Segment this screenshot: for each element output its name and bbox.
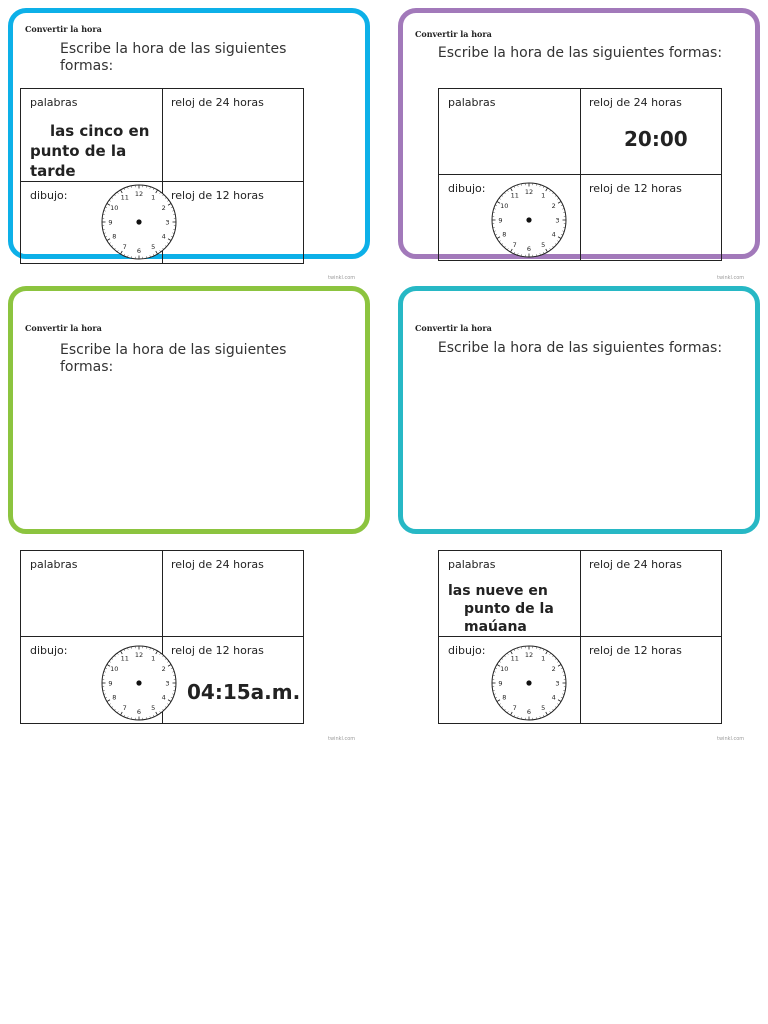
clock-number: 6 — [136, 707, 142, 716]
card-2-title: Convertir la hora — [415, 29, 492, 39]
clock-number: 8 — [112, 693, 117, 702]
words-label: palabras — [30, 558, 78, 571]
card-4-instruction: Escribe la hora de las siguientes formas: — [437, 340, 723, 356]
clock-number: 9 — [498, 679, 503, 688]
words-label: palabras — [448, 558, 496, 571]
clock-number: 2 — [551, 202, 556, 211]
clock-number: 10 — [500, 202, 509, 211]
clock-number: 5 — [541, 240, 546, 249]
clock-number: 1 — [151, 193, 156, 202]
card-4-watermark: twinkl.com — [717, 736, 745, 742]
drawing-label: dibujo: — [448, 644, 486, 657]
card-2-watermark: twinkl.com — [717, 275, 745, 281]
h24-label: reloj de 24 horas — [589, 96, 682, 109]
clock-number: 7 — [122, 242, 127, 251]
card-1-instruction: Escribe la hora de las siguientes formas: — [60, 41, 287, 74]
clock-face-icon — [489, 180, 569, 260]
h12-label: reloj de 12 horas — [171, 644, 264, 657]
h12-label: reloj de 12 horas — [171, 189, 264, 202]
clock-number: 12 — [134, 189, 144, 198]
h12-label: reloj de 12 horas — [589, 182, 682, 195]
clock-number: 3 — [555, 679, 560, 688]
clock-number: 10 — [500, 665, 509, 674]
clock-number: 11 — [120, 654, 129, 663]
clock-number: 4 — [161, 232, 166, 241]
clock-number: 11 — [510, 654, 519, 663]
clock-number: 5 — [151, 703, 156, 712]
h24-label: reloj de 24 horas — [589, 558, 682, 571]
h12-answer: 04:15a.m. — [187, 680, 301, 704]
clock-number: 6 — [136, 246, 142, 255]
clock-number: 2 — [551, 665, 556, 674]
clock-number: 10 — [110, 665, 119, 674]
card-2-instruction: Escribe la hora de las siguientes formas: — [437, 45, 723, 61]
clock-number: 3 — [165, 679, 170, 688]
clock-face-icon — [99, 182, 179, 262]
clock-number: 8 — [502, 230, 507, 239]
time-table-2 — [438, 88, 722, 261]
h24-answer: 20:00 — [624, 127, 688, 151]
clock-number: 3 — [165, 218, 170, 227]
clock-number: 1 — [541, 654, 546, 663]
clock-number: 8 — [502, 693, 507, 702]
h24-label: reloj de 24 horas — [171, 558, 264, 571]
clock-number: 5 — [151, 242, 156, 251]
card-3-instruction: Escribe la hora de las siguientes formas: — [60, 342, 287, 375]
card-4-title: Convertir la hora — [415, 323, 492, 333]
h12-label: reloj de 12 horas — [589, 644, 682, 657]
clock-number: 12 — [524, 187, 534, 196]
drawing-label: dibujo: — [448, 182, 486, 195]
card-3-watermark: twinkl.com — [328, 736, 356, 742]
clock-number: 5 — [541, 703, 546, 712]
clock-number: 9 — [108, 679, 113, 688]
words-label: palabras — [30, 96, 78, 109]
clock-number: 2 — [161, 204, 166, 213]
drawing-label: dibujo: — [30, 189, 68, 202]
time-table-4 — [438, 550, 722, 724]
clock-number: 12 — [524, 650, 534, 659]
words-answer: las cinco en punto de la tarde — [30, 122, 150, 180]
clock-number: 1 — [541, 191, 546, 200]
clock-number: 11 — [120, 193, 129, 202]
clock-number: 6 — [526, 707, 532, 716]
clock-number: 9 — [108, 218, 113, 227]
clock-face-icon — [99, 643, 179, 723]
drawing-label: dibujo: — [30, 644, 68, 657]
h24-label: reloj de 24 horas — [171, 96, 264, 109]
clock-number: 2 — [161, 665, 166, 674]
clock-number: 9 — [498, 216, 503, 225]
clock-number: 7 — [122, 703, 127, 712]
clock-number: 4 — [161, 693, 166, 702]
card-3-title: Convertir la hora — [25, 323, 102, 333]
clock-number: 7 — [512, 703, 517, 712]
clock-number: 7 — [512, 240, 517, 249]
time-table-1 — [20, 88, 304, 264]
clock-number: 4 — [551, 693, 556, 702]
clock-number: 10 — [110, 204, 119, 213]
clock-number: 11 — [510, 191, 519, 200]
words-answer: las nueve en punto de la maúana — [448, 583, 554, 635]
clock-number: 1 — [151, 654, 156, 663]
clock-number: 8 — [112, 232, 117, 241]
clock-face-icon — [489, 643, 569, 723]
card-1-title: Convertir la hora — [25, 24, 102, 34]
clock-number: 3 — [555, 216, 560, 225]
clock-number: 6 — [526, 244, 532, 253]
time-table-3 — [20, 550, 304, 724]
clock-number: 12 — [134, 650, 144, 659]
words-label: palabras — [448, 96, 496, 109]
card-1-watermark: twinkl.com — [328, 275, 356, 281]
clock-number: 4 — [551, 230, 556, 239]
